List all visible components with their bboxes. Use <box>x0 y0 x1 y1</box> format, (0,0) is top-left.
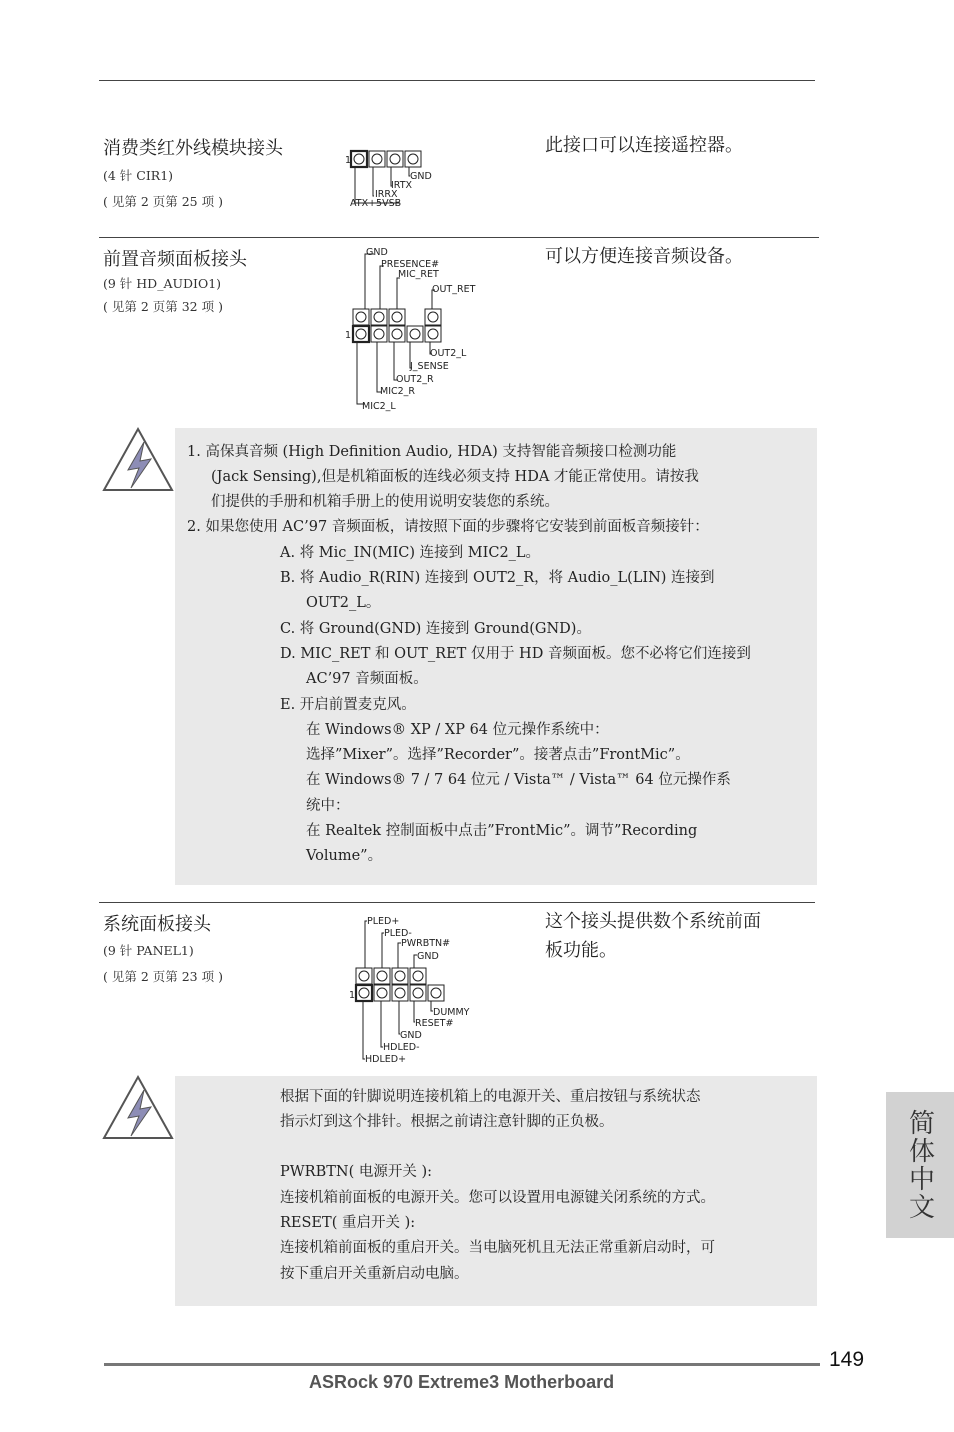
panel-pwrbtn-label: PWRBTN# <box>401 938 451 949</box>
panel-pin-diagram <box>345 912 485 1068</box>
language-side-tab-label: 简体中文 <box>904 1109 935 1221</box>
cir-pin-diagram <box>340 146 450 208</box>
audio-note-line: 在 Windows® 7 / 7 64 位元 / Vista™ / Vista™ 64 位元操作系 <box>306 772 731 788</box>
page-number: 149 <box>829 1348 865 1371</box>
audio-note-line: 选择”Mixer”。选择”Recorder”。接著点击”FrontMic”。 <box>306 747 690 763</box>
panel-header-description-line: 板功能。 <box>545 940 617 961</box>
panel-hdled-minus-label: HDLED- <box>383 1042 420 1053</box>
panel-note-line: 连接机箱前面板的电源开关。您可以设置用电源键关闭系统的方式。 <box>280 1190 715 1206</box>
audio-note-line: 在 Realtek 控制面板中点击”FrontMic”。调节”Recording <box>306 823 698 839</box>
cir-gnd-label: GND <box>410 171 432 182</box>
panel-note-line: 根据下面的针脚说明连接机箱上的电源开关、重启按钮与系统状态 <box>280 1089 701 1105</box>
cir-irtx-label: IRTX <box>391 180 413 191</box>
panel-pled-minus-label: PLED- <box>384 928 412 939</box>
cir-header-title: 消费类红外线模块接头 <box>103 138 283 159</box>
audio-mic2-r-label: MIC2_R <box>380 386 416 397</box>
audio-note-line: 1. 高保真音频 (High Definition Audio, HDA) 支持智能音频接口检测功能 <box>187 444 677 460</box>
language-side-tab <box>886 1092 954 1238</box>
audio-out-ret-label: OUT_RET <box>432 284 476 295</box>
panel-note-line: PWRBTN( 电源开关 ): <box>280 1164 433 1180</box>
footer-title: ASRock 970 Extreme3 Motherboard <box>309 1372 615 1392</box>
panel-note-line: 按下重启开关重新启动电脑。 <box>280 1266 469 1282</box>
audio-mic2-l-label: MIC2_L <box>362 401 396 412</box>
audio-out2-l-label: OUT2_L <box>430 348 467 359</box>
audio-note-line: 们提供的手册和机箱手册上的使用说明安装您的系统。 <box>211 494 559 510</box>
cir-header-pins: (4 针 CIR1) <box>103 168 174 183</box>
audio-mic-ret-label: MIC_RET <box>398 269 439 280</box>
panel-header-description-line: 这个接头提供数个系统前面 <box>545 911 761 932</box>
cir-irrx-label: IRRX <box>375 189 398 200</box>
audio-note-line: A. 将 Mic_IN(MIC) 连接到 MIC2_L。 <box>280 545 541 561</box>
panel-note-line: 连接机箱前面板的重启开关。当电脑死机且无法正常重新启动时，可 <box>280 1240 715 1256</box>
panel-header-ref: ( 见第 2 页第 23 项 ) <box>103 969 223 984</box>
warning-lightning-icon <box>101 1074 175 1142</box>
audio-note-line: 在 Windows® XP / XP 64 位元操作系统中： <box>306 722 609 738</box>
audio-note-line: AC’97 音频面板。 <box>306 671 428 687</box>
audio-note-line: C. 将 Ground(GND) 连接到 Ground(GND)。 <box>280 621 591 637</box>
audio-note-line: E. 开启前置麦克风。 <box>280 697 416 713</box>
audio-pin-1-label: 1 <box>345 330 352 341</box>
panel-gnd-bottom-label: GND <box>400 1030 422 1041</box>
section-divider-2 <box>99 902 815 903</box>
audio-note-line: OUT2_L。 <box>306 595 381 611</box>
panel-reset-label: RESET# <box>415 1018 454 1029</box>
audio-header-title: 前置音频面板接头 <box>103 249 247 270</box>
panel-gnd-top-label: GND <box>417 951 439 962</box>
warning-lightning-icon <box>101 426 175 494</box>
panel-note-line: RESET( 重启开关 ): <box>280 1215 416 1231</box>
audio-header-pins: (9 针 HD_AUDIO1) <box>103 276 222 291</box>
cir-pin-1-label: 1 <box>345 155 352 166</box>
audio-j-sense-label: J_SENSE <box>410 361 449 372</box>
audio-note-line: B. 将 Audio_R(RIN) 连接到 OUT2_R，将 Audio_L(LIN) 连接到 <box>280 570 715 586</box>
panel-pled-plus-label: PLED+ <box>367 916 400 927</box>
panel-hdled-plus-label: HDLED+ <box>365 1054 407 1065</box>
panel-header-pins: (9 针 PANEL1) <box>103 943 194 958</box>
audio-gnd-label: GND <box>366 247 388 258</box>
cir-header-description: 此接口可以连接遥控器。 <box>545 135 743 156</box>
audio-header-ref: ( 见第 2 页第 32 项 ) <box>103 299 223 314</box>
panel-pin-1-label: 1 <box>349 990 356 1001</box>
audio-note-line: (Jack Sensing),但是机箱面板的连线必须支持 HDA 才能正常使用。请按我 <box>211 469 699 485</box>
cir-header-ref: ( 见第 2 页第 25 项 ) <box>103 194 223 209</box>
footer-rule <box>104 1363 820 1366</box>
top-rule <box>99 80 815 81</box>
audio-header-description: 可以方便连接音频设备。 <box>545 246 743 267</box>
panel-header-title: 系统面板接头 <box>103 914 211 935</box>
panel-dummy-label: DUMMY <box>433 1007 470 1018</box>
audio-note-line: D. MIC_RET 和 OUT_RET 仅用于 HD 音频面板。您不必将它们连接到 <box>280 646 751 662</box>
panel-note-line: 指示灯到这个排针。根据之前请注意针脚的正负极。 <box>280 1114 614 1130</box>
audio-pin-diagram <box>340 242 490 414</box>
audio-note-line: 统中： <box>306 798 350 814</box>
cir-atx5vsb-label: ATX+5VSB <box>350 198 402 208</box>
audio-note-line: Volume”。 <box>306 848 383 864</box>
audio-note-line: 2. 如果您使用 AC’97 音频面板，请按照下面的步骤将它安装到前面板音频接针： <box>187 519 709 535</box>
audio-presence-label: PRESENCE# <box>381 259 440 270</box>
section-divider-1 <box>99 237 819 238</box>
audio-out2-r-label: OUT2_R <box>396 374 434 385</box>
